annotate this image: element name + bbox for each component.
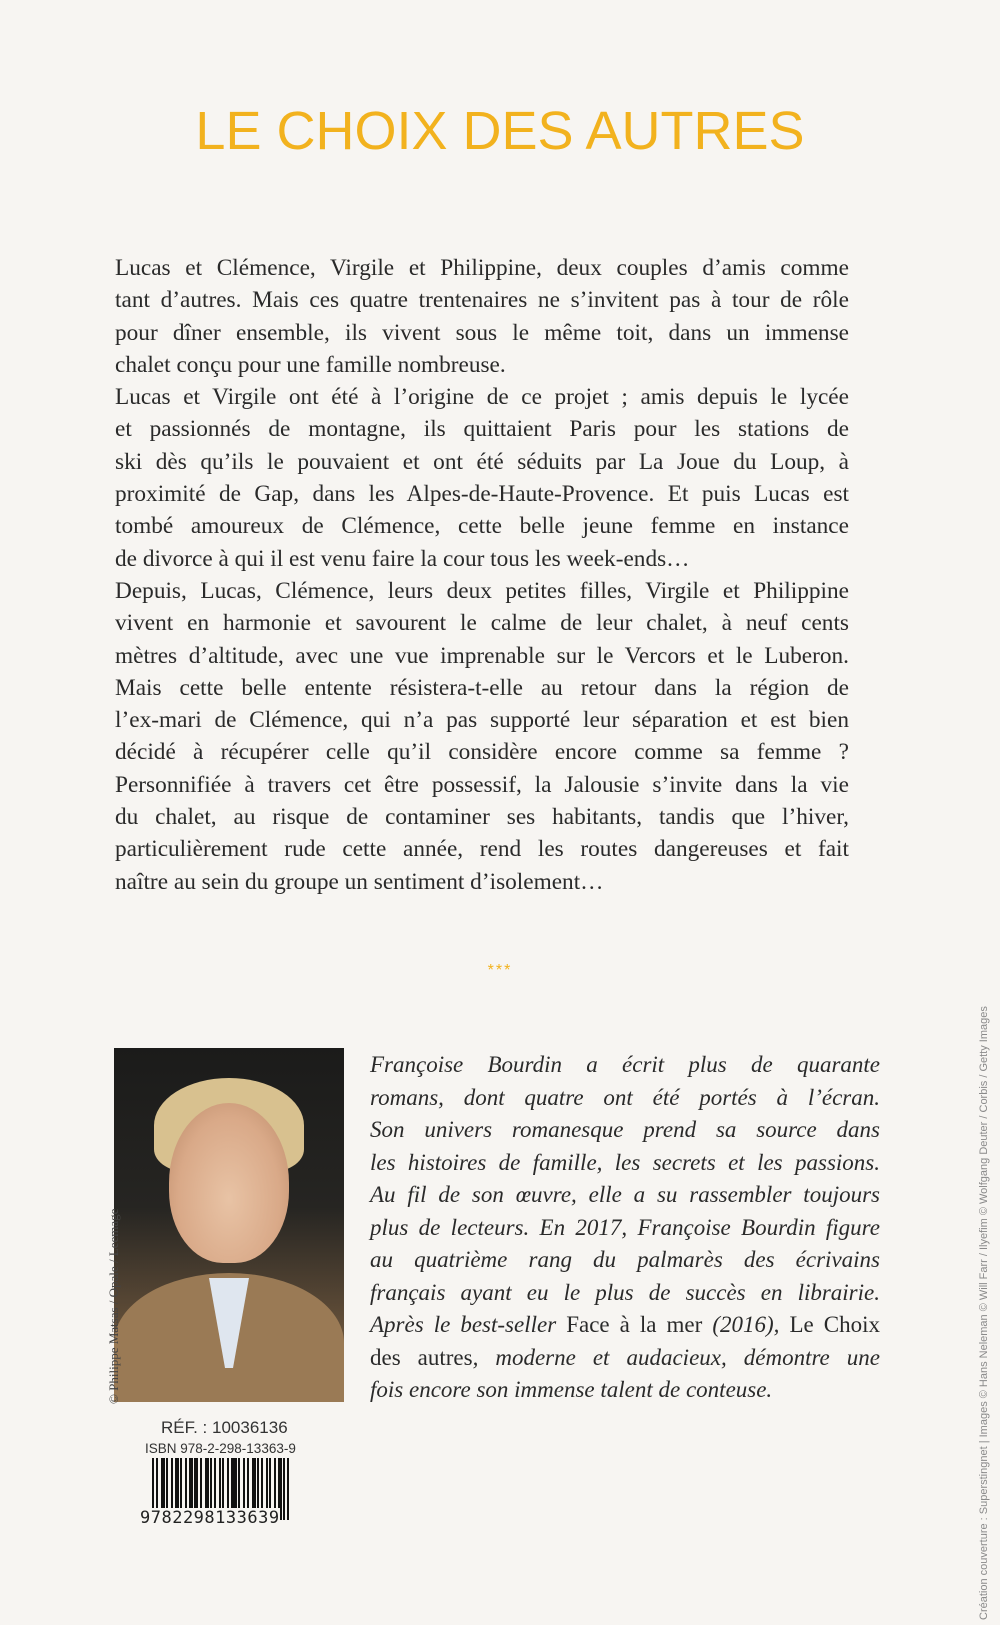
summary-line: ski dès qu’ils le pouvaient et ont été séduits par La Joue du Loup, à <box>115 448 849 475</box>
cover-credit: Création couverture : Superstingnet | Images © Hans Neleman © Will Farr / Ilyefim © Wolfgang Deuter / Corbis / Getty Images <box>978 1006 990 1620</box>
summary-line: naître au sein du groupe un sentiment d’isolement… <box>115 868 604 895</box>
bio-line: les histoires de famille, les secrets et les passions. <box>370 1149 880 1175</box>
barcode <box>140 1458 325 1533</box>
bio-line: fois encore son immense talent de conteuse. <box>370 1377 773 1402</box>
author-photo <box>114 1048 344 1402</box>
summary-text <box>115 252 849 898</box>
summary-line: vivent en harmonie et savourent le calme de leur chalet, à neuf cents <box>115 610 849 637</box>
bio-line: des autres, moderne et audacieux, démontre une <box>370 1344 880 1370</box>
summary-line: Lucas et Clémence, Virgile et Philippine, deux couples d’amis comme <box>115 255 849 281</box>
summary-line: du chalet, au risque de contaminer ses habitants, tandis que l’hiver, <box>115 804 849 831</box>
bio-line: Son univers romanesque prend sa source dans <box>370 1117 880 1142</box>
summary-line: chalet conçu pour une famille nombreuse. <box>115 351 506 378</box>
summary-line: tombé amoureux de Clémence, cette belle jeune femme en instance <box>115 513 849 540</box>
bio-line: français ayant eu le plus de succès en librairie. <box>370 1279 880 1305</box>
author-bio <box>370 1049 880 1407</box>
separator: *** <box>487 962 513 979</box>
summary-line: pour dîner ensemble, ils vivent sous le même toit, dans un immense <box>115 319 849 346</box>
photo-credit: © Philippe Matsas / Opale / Leemage <box>106 1208 121 1404</box>
summary-line: proximité de Gap, dans les Alpes-de-Haute-Provence. Et puis Lucas est <box>115 481 849 508</box>
bio-line: romans, dont quatre ont été portés à l’écran. <box>370 1084 880 1110</box>
reference-number: RÉF. : 10036136 <box>161 1418 288 1437</box>
isbn: ISBN 978-2-298-13363-9 <box>145 1441 296 1456</box>
bio-line: plus de lecteurs. En 2017, Françoise Bourdin figure <box>370 1214 880 1240</box>
summary-line: décidé à récupérer celle qu’il considère encore comme sa femme ? <box>115 739 849 766</box>
summary-line: tant d’autres. Mais ces quatre trentenaires ne s’invitent pas à tour de rôle <box>115 287 849 314</box>
barcode-digits: 9782298133639 <box>140 1508 280 1528</box>
bio-line: Françoise Bourdin a écrit plus de quarante <box>370 1052 880 1077</box>
summary-line: de divorce à qui il est venu faire la cour tous les week-ends… <box>115 545 690 572</box>
summary-line: Personnifiée à travers cet être possessif, la Jalousie s’invite dans la vie <box>115 771 849 798</box>
summary-line: Lucas et Virgile ont été à l’origine de ce projet ; amis depuis le lycée <box>115 384 849 411</box>
summary-line: et passionnés de montagne, ils quittaient Paris pour les stations de <box>115 416 849 443</box>
summary-line: mètres d’altitude, avec une vue imprenable sur le Vercors et le Luberon. <box>115 642 849 669</box>
bio-line: au quatrième rang du palmarès des écrivains <box>370 1247 880 1272</box>
bio-line: Après le best-seller Face à la mer (2016), Le Choix <box>370 1312 880 1337</box>
summary-line: l’ex-mari de Clémence, qui n’a pas supporté leur séparation et est bien <box>115 707 849 734</box>
summary-line: particulièrement rude cette année, rend les routes dangereuses et fait <box>115 836 849 863</box>
summary-line: Depuis, Lucas, Clémence, leurs deux petites filles, Virgile et Philippine <box>115 577 849 604</box>
book-title: LE CHOIX DES AUTRES <box>195 101 805 161</box>
bio-line: Au fil de son œuvre, elle a su rassembler toujours <box>370 1182 880 1207</box>
summary-line: Mais cette belle entente résistera-t-elle au retour dans la région de <box>115 674 849 701</box>
